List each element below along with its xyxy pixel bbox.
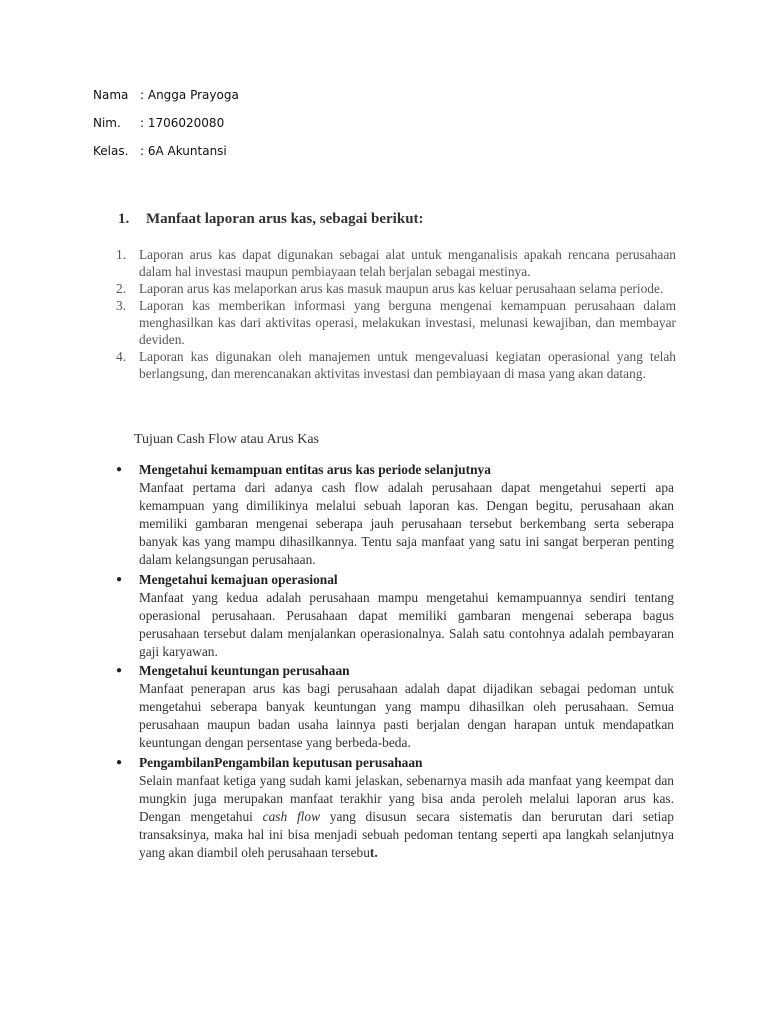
bullet-text-tail: t. (369, 844, 378, 860)
list-item-number: 2. (116, 281, 127, 296)
list-item (116, 348, 676, 382)
list-item-number: 3. (116, 298, 127, 313)
nim-label: Nim. (93, 116, 121, 130)
bullet-icon: ● (116, 665, 123, 677)
bullet-text (139, 772, 674, 862)
purposes-bullet-list (116, 461, 674, 863)
bullet-icon: ● (116, 573, 123, 585)
bullet-icon: ● (116, 464, 123, 475)
list-item-text: Laporan arus kas dapat digunakan sebagai alat untuk menganalisis apakah rencana perusahaan dalam hal investasi maupun pembiayaan telah berjalan sebagai mestinya. (139, 247, 676, 279)
section-1-number: 1. (118, 211, 130, 227)
bullet-text-italic: cash flow (262, 808, 321, 824)
name-label: Nama (93, 88, 129, 102)
section-2-heading: Tujuan Cash Flow atau Arus Kas (134, 432, 319, 447)
bullet-title: Mengetahui kemajuan operasional (139, 571, 338, 587)
list-item-text: Laporan arus kas melaporkan arus kas masuk maupun arus kas keluar perusahaan selama periode. (139, 281, 664, 296)
kelas-label: Kelas. (93, 144, 129, 158)
bullet-item (116, 571, 674, 661)
bullet-text-part: Selain manfaat ketiga yang sudah kami jelaskan, sebenarnya masih ada manfaat yang keempat dan mungkin juga merupakan manfaat terakhir yang bisa anda peroleh melalui laporan arus kas. Dengan mengetahui (139, 772, 674, 824)
section-1-heading (118, 211, 424, 228)
bullet-text: Manfaat yang kedua adalah perusahaan mampu mengetahui kemampuannya sendiri tentang operasional perusahaan. Perusahaan dapat memiliki gambaran mengenai seberapa bagus perusahaan tersebut dalam menjalankan operasionalnya. Salah satu contohnya adalah pembayaran gaji karyawan. (139, 589, 674, 659)
kelas-row (93, 144, 227, 158)
list-item-number: 1. (116, 247, 127, 262)
bullet-title: PengambilanPengambilan keputusan perusahaan (139, 754, 423, 770)
bullet-text-part: yang disusun secara sistematis dan berurutan dari setiap transaksinya, maka hal ini bisa menjadi sebuah pedoman tentang seperti apa langkah selanjutnya yang akan diambil oleh perusahaan tersebu (139, 808, 674, 860)
benefits-numbered-list (116, 246, 676, 382)
name-value: : Angga Prayoga (140, 88, 239, 102)
section-1-title: Manfaat laporan arus kas, sebagai berikut: (146, 211, 424, 227)
nim-value: : 1706020080 (140, 116, 225, 130)
bullet-icon: ● (116, 756, 123, 768)
name-row (93, 88, 239, 102)
bullet-item (116, 754, 674, 863)
bullet-text: Manfaat pertama dari adanya cash flow adalah perusahaan dapat mengetahui seperti apa kemampuan yang dimilikinya melalui sebuah laporan kas. Dengan begitu, perusahaan akan memiliki gambaran mengenai seberapa jauh perusahaan tersebut berkembang serta seberapa banyak kas yang mampu dihasilkannya. Tentu saja manfaat yang satu ini sangat berperan penting dalam kelangsungan perusahaan. (139, 480, 674, 568)
list-item (116, 246, 676, 280)
list-item (116, 297, 676, 348)
bullet-title: Mengetahui kemampuan entitas arus kas periode selanjutnya (139, 462, 491, 477)
list-item-text: Laporan kas digunakan oleh manajemen untuk mengevaluasi kegiatan operasional yang telah berlangsung, dan merencanakan aktivitas investasi dan pembiayaan di masa yang akan datang. (139, 349, 676, 381)
nim-row (93, 116, 225, 130)
list-item-number: 4. (116, 349, 127, 364)
bullet-text: Manfaat penerapan arus kas bagi perusahaan adalah dapat dijadikan sebagai pedoman untuk mengetahui seberapa banyak keuntungan yang mampu dihasilkan oleh perusahaan. Semua perusahaan maupun badan usaha lainnya pasti berjalan dengan harapan untuk mendapatkan keuntungan dengan persentase yang berbeda-beda. (139, 681, 674, 751)
list-item (116, 280, 676, 297)
kelas-value: : 6A Akuntansi (140, 144, 227, 158)
bullet-title: Mengetahui keuntungan perusahaan (139, 663, 350, 679)
bullet-item (116, 662, 674, 752)
bullet-item (116, 461, 674, 570)
list-item-text: Laporan kas memberikan informasi yang berguna mengenai kemampuan perusahaan dalam menghasilkan kas dari aktivitas operasi, melakukan investasi, melunasi kewajiban, dan membayar deviden. (139, 298, 676, 347)
